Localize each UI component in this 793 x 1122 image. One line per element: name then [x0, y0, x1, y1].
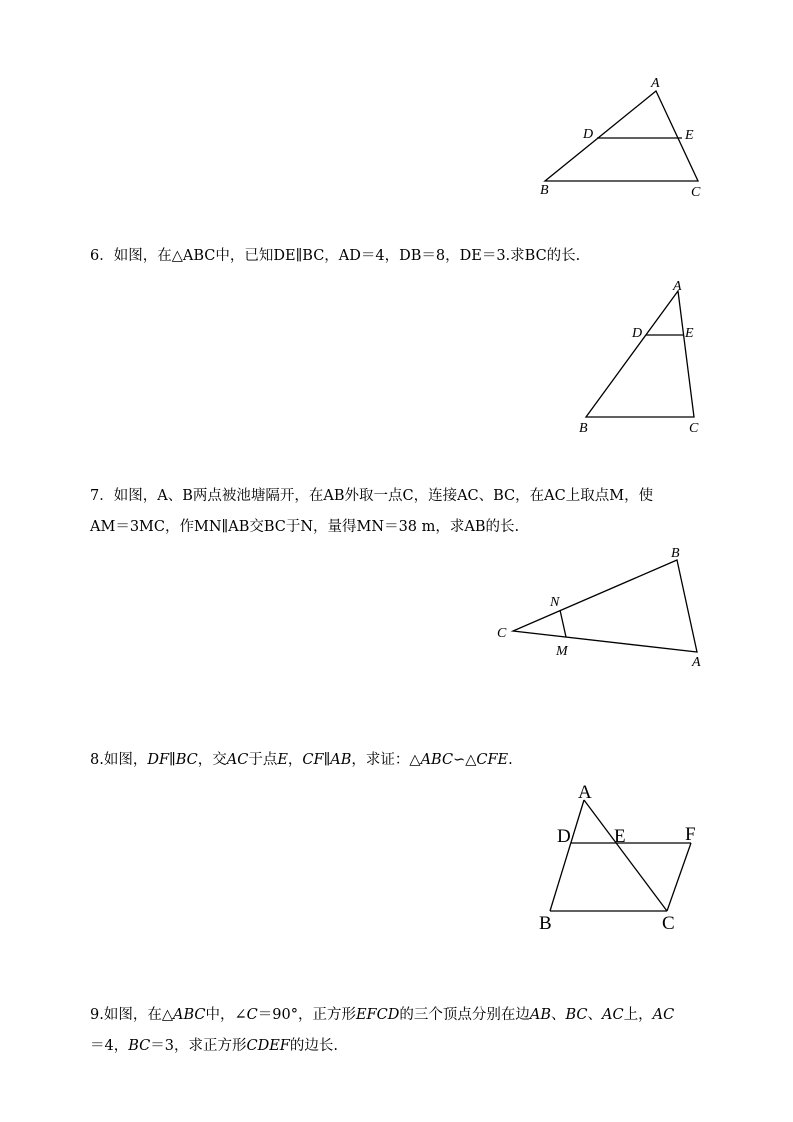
label-e: E — [685, 326, 694, 341]
math: DF∥BC — [147, 752, 198, 768]
text: 、 — [550, 1007, 566, 1023]
label-c: C — [689, 421, 699, 436]
segment-ab — [550, 800, 584, 911]
math: CFE — [476, 752, 509, 768]
label-c: C — [497, 626, 507, 641]
math: AC — [226, 752, 249, 768]
math: BC — [128, 1038, 151, 1054]
text: 中，∠ — [205, 1007, 247, 1023]
math: ABC — [420, 752, 454, 768]
math: EFCD — [355, 1007, 400, 1023]
label-c: C — [662, 913, 675, 934]
text: . — [508, 752, 513, 768]
problem-9-line-2 — [90, 1031, 710, 1062]
math: BC — [565, 1007, 588, 1023]
label-e: E — [614, 826, 626, 847]
math: CDEF — [246, 1038, 290, 1054]
label-b: B — [540, 183, 549, 198]
triangle-abc — [586, 291, 694, 417]
math: ABC — [173, 1007, 206, 1023]
problem-6-text: 6．如图，在△ABC中，已知DE∥BC，AD＝4，DB＝8，DE＝3.求BC的长. — [90, 248, 581, 264]
label-a: A — [651, 76, 660, 91]
label-b: B — [539, 913, 552, 934]
label-b: B — [671, 546, 680, 561]
text: 9.如图，在△ — [90, 1007, 173, 1023]
label-a: A — [578, 782, 592, 803]
math: C — [246, 1007, 258, 1023]
text: ＝90°，正方形 — [257, 1007, 356, 1023]
figure-parallelogram — [530, 778, 720, 938]
text: ， — [287, 752, 303, 768]
problem-8 — [90, 745, 710, 776]
label-a: A — [692, 655, 701, 670]
problem-7 — [90, 481, 710, 543]
label-a: A — [673, 279, 682, 294]
label-m: M — [556, 644, 568, 659]
text: 8.如图， — [90, 752, 148, 768]
math: AC — [652, 1007, 675, 1023]
math: AC — [602, 1007, 624, 1023]
text: ∽△ — [453, 752, 477, 768]
triangle-abc — [545, 91, 698, 181]
math: AB — [529, 1007, 551, 1023]
problem-7-line-2: AM＝3MC，作MN∥AB交BC于N，量得MN＝38 m，求AB的长. — [90, 519, 520, 535]
text: 的边长. — [289, 1038, 338, 1054]
label-f: F — [685, 824, 696, 845]
figure-triangle-top — [530, 70, 720, 205]
label-c: C — [691, 185, 701, 200]
figure-triangle-problem-6 — [570, 275, 720, 440]
segment-ac — [584, 800, 667, 911]
text: ，交 — [197, 752, 227, 768]
text: 于点 — [248, 752, 278, 768]
text: ＝4， — [90, 1038, 129, 1054]
segment-mn — [560, 610, 566, 637]
label-b: B — [579, 421, 588, 436]
label-d: D — [557, 826, 571, 847]
text: 上， — [623, 1007, 653, 1023]
label-e: E — [685, 128, 694, 143]
figure-pond-triangle — [490, 540, 720, 675]
text: ＝3，求正方形 — [150, 1038, 247, 1054]
problem-7-line-1: 7．如图，A、B两点被池塘隔开，在AB外取一点C，连接AC、BC，在AC上取点M，使 — [90, 488, 654, 504]
text: 的三个顶点分别在边 — [399, 1007, 530, 1023]
label-n: N — [550, 595, 560, 610]
math: CF∥AB — [302, 752, 352, 768]
label-d: D — [583, 127, 594, 142]
problem-9-line-1 — [90, 1000, 710, 1031]
problem-9 — [90, 1000, 710, 1062]
text: 、 — [587, 1007, 603, 1023]
label-d: D — [632, 326, 643, 341]
problem-6 — [90, 241, 710, 272]
math: E — [277, 752, 288, 768]
triangle-abc — [513, 560, 697, 652]
segment-cf — [667, 843, 691, 911]
text: ，求证：△ — [351, 752, 421, 768]
